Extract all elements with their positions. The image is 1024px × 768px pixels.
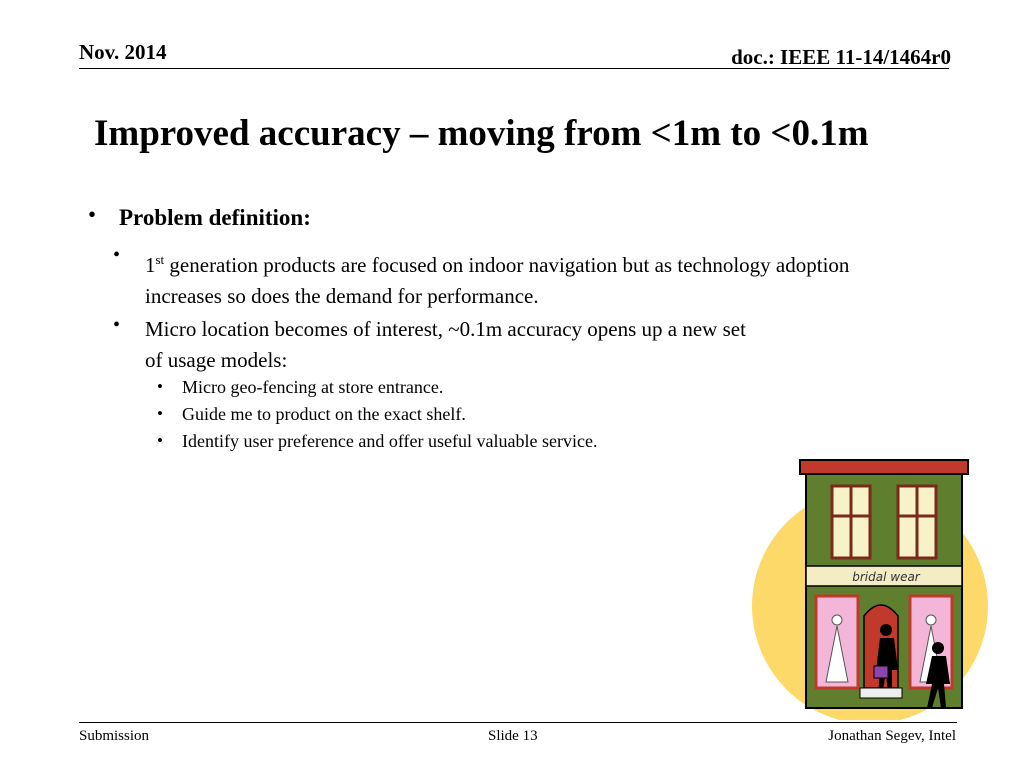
point-number: 1: [145, 253, 156, 277]
slide-title: Improved accuracy – moving from <1m to <0.1m: [94, 113, 869, 154]
sub-bullet-marker: •: [157, 377, 163, 396]
footer-divider: [79, 722, 957, 723]
sub-point-user-preference: Identify user preference and offer useful valuable service.: [182, 431, 598, 451]
point-text: generation products are focused on indoor navigation but as technology adoption increases so does the demand for performance.: [145, 253, 850, 308]
header-date: Nov. 2014: [79, 40, 167, 64]
sub-point-geofencing: Micro geo-fencing at store entrance.: [182, 377, 444, 397]
bullet-marker: •: [113, 314, 121, 336]
bridal-shop-illustration: [748, 456, 992, 720]
roof-cornice: [800, 460, 968, 474]
door-step: [860, 688, 902, 698]
bullet-marker: •: [113, 244, 121, 266]
footer-author: Jonathan Segev, Intel: [828, 728, 956, 744]
problem-heading: Problem definition:: [119, 205, 311, 230]
header-doc-id: doc.: IEEE 11-14/1464r0: [731, 45, 951, 69]
sub-point-guide-shelf: Guide me to product on the exact shelf.: [182, 404, 466, 424]
point-micro-location: Micro location becomes of interest, ~0.1m accuracy opens up a new set of usage models:: [145, 317, 746, 372]
shop-sign-text: bridal wear: [852, 570, 920, 584]
point-superscript: st: [155, 252, 165, 267]
sub-bullet-marker: •: [157, 431, 163, 450]
point-first-generation: [145, 244, 865, 312]
header-divider: [79, 68, 949, 69]
sub-bullet-marker: •: [157, 404, 163, 423]
footer-slide-number: Slide 13: [488, 728, 538, 744]
footer-submission: Submission: [79, 728, 150, 744]
bullet-marker: •: [88, 202, 97, 227]
